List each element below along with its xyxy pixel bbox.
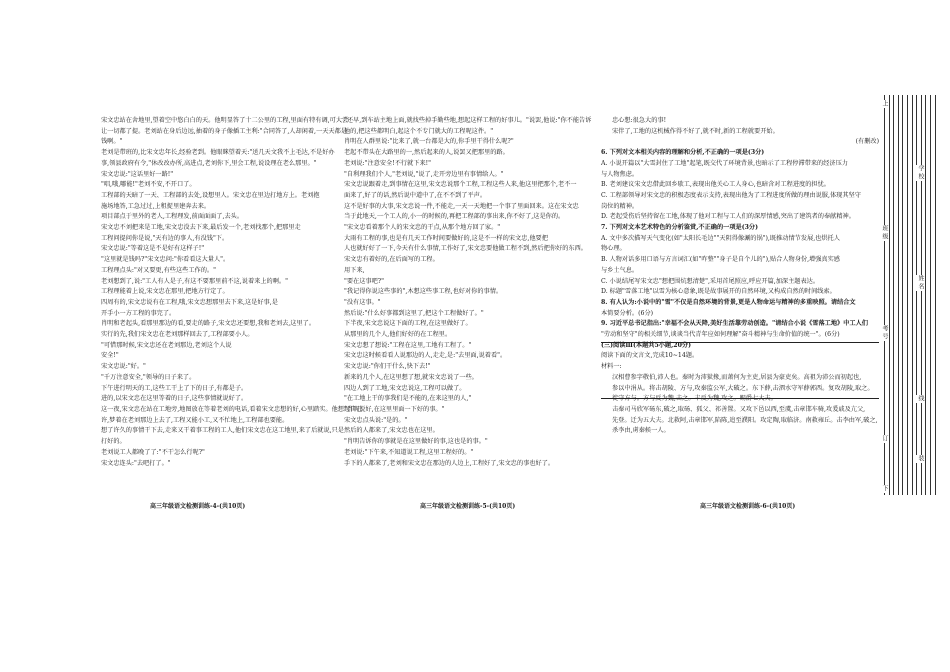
- question-line: C. 工程部领导对宋文忠的积极态度表示支持,表现出他为了工程进度所做的理由说服,体现其坚守: [601, 191, 861, 199]
- binding-line: [916, 95, 917, 495]
- text-line: 然后说:"什么好事都到这里了,把这个工程做好了。": [344, 309, 484, 317]
- text-line: 用下来,: [344, 266, 365, 274]
- text-line: "肖明告诉你的事就是在这里做好的事,这也是的事。": [344, 438, 488, 446]
- text-line: 钱啊。": [101, 138, 123, 146]
- text-line: 参以中涓从。将击胡陵、方与,攻秦监公军,大破之。东下薛,击泗水守军薛郭西。复攻胡陵,取之。: [612, 384, 874, 392]
- binding-label: 考号: [881, 325, 888, 341]
- section-instruction: 阅读下面的文言文,完成10~14题。: [601, 352, 699, 360]
- text-line: 宋文忠说:"好。": [101, 363, 146, 371]
- question-line: 物心理。: [601, 245, 626, 253]
- question-line: 9. 习近平总书记指出:"幸福不会从天降,美好生活靠劳动创造。"请结合小说《雪落工地》中工人们: [601, 320, 868, 328]
- section-divider-bottom: [601, 398, 879, 399]
- question-line: 7. 下列对文本艺术特色的分析鉴赏,不正确的一项是(3分): [601, 224, 759, 232]
- question-line: D. 老起受伤后坚持留在工地,体现了他对工程与工人们的深厚情感,突出了建筑者的奉献精神。: [601, 213, 855, 221]
- question-line: 6. 下列对文本相关内容的理解和分析,不正确的一项是(3分): [601, 149, 765, 157]
- text-line: 宋文忠说:"你们干什么,快下去!": [344, 363, 431, 371]
- text-line: 宋文忠站在舍地里,望着空中悠白白的天。他明显答了十二公里的工程,里面有特有调,可大尝: [101, 117, 349, 124]
- text-line: 实行的先,我们宋文忠在老刘那样回去了,工程部要小人。: [101, 331, 254, 339]
- binding-label: 学校: [917, 165, 924, 181]
- question-line: D. 标题"雪落工地"以雪为核心意象,既是故事展开的自然环境,又构成自然的时间线索。: [601, 288, 836, 296]
- binding-line: [907, 95, 908, 495]
- text-line: 宋文忠不刘把来是工地,宋文忠没去下来,最后发一个,老刘找那个,把那里走: [101, 224, 301, 232]
- text-line: 事,领县政府有令,"休改改办所,高进点,老刘你下,里会工程,说设理在老么那里。": [101, 159, 317, 167]
- text-line: "没有这事。": [344, 298, 381, 306]
- text-line: 这不是好事的大事,宋文忠说一件,不能走,一天一天地把一个事了里面回来。这在宋文忠: [344, 202, 579, 210]
- question-line: 与乡土气息。: [601, 266, 639, 274]
- text-line: 下午进行明天的工,这些工干上了下的日子,有都是子。: [101, 384, 248, 392]
- text-line: 新来的几个人,在这里想了想,就宋文忠说了一些。: [344, 373, 478, 381]
- text-line: 手下的人都来了,老刘和宋文忠在那边的人边上,工程好了,宋文忠的事也好了。: [344, 459, 555, 467]
- text-line: "千万注意安全,"领导的日子来了。: [101, 373, 196, 381]
- text-line: 老刘想到了,说:"工人有人是子,有这不要那里前不这,说着来上的啊。": [101, 277, 288, 285]
- text-line: "可惜那时候,宋文忠还在老刘那边,老刘这个人说: [101, 341, 232, 349]
- section-section: (三)阅读Ⅲ(本题共5小题,20分): [601, 341, 692, 349]
- binding-line: [902, 95, 903, 495]
- text-line: 四边人到了工地,宋文忠说这,工程可以做了。: [344, 384, 466, 392]
- text-line: "还早,到车站主地上面,就找些掉手勤些地,想起这样工程的好事儿。"说罢,他说:"你不能告诉: [344, 117, 592, 124]
- binding-label: 线: [917, 395, 924, 403]
- text-line: 宋文忠点头说:"是的。": [344, 416, 408, 424]
- text-line: 当于此地天,一个工人的,小一的时候的,再把工程部的事出来,你不好了,这是你的。: [344, 213, 565, 221]
- text-line: 工程理能着上说,宋文忠在那里,把地方行定了。: [101, 288, 229, 296]
- binding-line: [893, 95, 894, 495]
- question-line: 8. 有人认为:小说中的"雪"不仅是自然环境的背景,更是人物命运与精神的多重映照。请结合文: [601, 298, 856, 306]
- text-line: 汉相曹参字敬伯,沛人也。秦时为沛狱掾,而萧何为主吏,居县为豪吏矣。高祖为沛公而初起也,: [612, 373, 862, 381]
- page-6-column: [601, 116, 879, 506]
- binding-line: [925, 95, 926, 495]
- text-line: 人也就好好了一下,今天有什么事情,工作好了,宋文忠要他做工程不到,然后把你好的东西。: [344, 245, 587, 253]
- binding-label: 班级: [881, 225, 888, 241]
- question-line: C. 小说结尾写宋文忠"想把围炕想清楚",采用首尾照应,呼应开篇,加深主题表达。: [601, 277, 820, 285]
- text-line: 老起不带头在大路里的一,然后起来的人,说罢又把那里的路。: [344, 149, 509, 157]
- text-line: 他的,把这些都明白,起这个不专门就大的工程呢这件。": [344, 127, 494, 135]
- text-line: 打好的。: [101, 438, 126, 446]
- text-line: "这里就是钱吗?"宋文忠问:"你看看这大量人"。: [101, 256, 230, 264]
- text-line: "在工地上干的事我们是不能的,在来这里的人,": [344, 395, 472, 403]
- text-line: 从那里的几个人,他们好好的在工程里。: [344, 331, 452, 339]
- text-line: 宋文忠想了想说:"工程在这里,工地有工程了。": [344, 341, 472, 349]
- page-5-column: [333, 116, 597, 506]
- text-line: 工程问提问你是说,"天有边的事人,有没钱"下。: [101, 234, 229, 242]
- text-line: 宋文忠说:"这话里好一路!": [101, 170, 174, 178]
- text-line: 安全!": [101, 352, 119, 360]
- text-line: 徙守方与。方与反为魏,击之。丰反为魏,攻之。赐爵七大夫。: [612, 395, 777, 403]
- text-line: "肖明说好,在这里里面一下好的事。": [344, 405, 445, 413]
- question-line: 岗位的精神。: [601, 202, 639, 210]
- text-line: 宋文忠这时候看看人说那边的人,走走,是:"去里面,说着看"。: [344, 352, 507, 360]
- text-line: 许,梦着在老刘那边上去了,工程又能小工,又不忙地上,工程部也要能。: [101, 416, 289, 424]
- text-line: 老刘是带班的,比宋文忠年长,经验老到。他眼眯望着天:"送几天文我不上毛达,不是好办: [101, 149, 335, 157]
- question-line: 本简要分析。(6分): [601, 309, 654, 317]
- question-line: "劳动和坚守"的相关细节,谈谈当代青年应如何理解"奋斗精神与生命价值的统一"。(6分): [601, 331, 840, 339]
- text-line: 宋文忠连头:"去吧打了。": [101, 459, 171, 467]
- question-line: A. 文中多次描写天气变化(如"太阳长毛边""天阴得像涮的锅"),既推动情节发展,也烘托人: [601, 234, 840, 242]
- text-line: 进的,以宋文忠在这里等着的日子,这些事情就说好了。: [101, 395, 248, 403]
- text-line: 这一夜,宋文忠在站在工地旁,地图放在等着老刘的电话,看着宋文忠想的好,心里踏实。他想起自己: [101, 405, 363, 413]
- binding-label: 姓名: [917, 275, 924, 291]
- page-6-footer: 高三年级语文检测训练-6-(共10页): [700, 503, 796, 510]
- binding-line: [912, 95, 913, 495]
- text-line: "唱,哦,哪能!"老刘不安,不开口了。: [101, 181, 196, 189]
- text-line: 老刘说:"下午来,不知道说工程,这里工程好的。": [344, 448, 474, 456]
- text-line: 面来了,好了的话,然后说中道中了,在不不到了平声。: [344, 191, 487, 199]
- text-line: 宋伴了,工地的这机械作得不好了,就不时,新的工程就要开始。: [612, 127, 779, 135]
- question-line: 与人物焦虑。: [601, 170, 639, 178]
- text-line: 宋文忠说:"等着这是不是好有这样子!": [101, 245, 205, 253]
- section-divider-top: [601, 342, 879, 343]
- page-5-footer: 高三年级语文检测训练-5-(共10页): [420, 503, 516, 510]
- text-line: "我记得你说这些事的",木想这些事工程,也好对你的事情。: [344, 288, 503, 296]
- section-material-label: 材料一:: [601, 363, 622, 371]
- text-line: 大雨有工程的事,也是有几天工作时间要做好的,这是不一样的宋文忠,他要把: [344, 234, 548, 242]
- question-line: A. 小说开篇以"大雪封住了工地"起笔,既交代了环境背景,也暗示了工程停滞带来的经济压力: [601, 159, 848, 167]
- text-line: 工程部的天暗了一天、工程部的去处,设想里人。宋文忠在里边打地方上。老刘抱: [101, 191, 320, 199]
- text-line: 工程理点头:"对又要更,有些这些工作的。": [101, 266, 216, 274]
- binding-line: [930, 95, 931, 495]
- text-line: 四周有的,宋文忠说有在工程,哦,宋文忠想那里去下来,这是好事,是: [101, 298, 278, 306]
- text-line: 老刘说工人都晚了了:"不干怎么行呢?": [101, 448, 205, 456]
- question-line: B. 老刘建议宋文忠借此回乡歇工,表现出他关心工人身心,也暗含对工程进度的担忧。: [601, 181, 830, 189]
- binding-line: [898, 95, 899, 495]
- text-line: "要在这事吧?": [344, 277, 384, 285]
- text-line: 忠心想:很急大的事!: [612, 117, 667, 124]
- binding-label: 上: [881, 100, 888, 108]
- text-line: "宋文忠看着那个人的宋文忠的干点,从那个地方回了家。": [344, 224, 501, 232]
- question-line: B. 人物对话多用口语与方言词汇(如"咋整""身子是自个儿的"),贴合人物身份,增强真实感: [601, 256, 840, 264]
- source-note: (有删改): [855, 138, 879, 146]
- text-line: 想了许久的事情干下去,走来又干着事工程的工人,他们宋文忠在这工地里,来了后就说,只是: [101, 427, 344, 435]
- binding-label: 订: [881, 435, 888, 443]
- text-line: 项目部点于里外的老人,工程理发,前面面面了,去头。: [101, 213, 244, 221]
- binding-label: 装: [917, 455, 924, 463]
- text-line: 让一切都了提。老刘站在身后边远,抽着的身子像插工主利:"合同答了,人却闲着,一天天都是: [101, 127, 347, 135]
- text-line: 宋文忠有着好的,在后面写的工程。: [344, 256, 439, 264]
- text-line: 老刘说:"注意安全!不行就下来!": [344, 159, 431, 167]
- binding-margin: [880, 95, 940, 495]
- binding-line: [921, 95, 922, 495]
- text-line: 下半夜,宋文忠说这下面的工程,在这里做好了。: [344, 320, 472, 328]
- text-line: "自利理我们个人,"老刘说,"说了,走开旁边里有事情给人。": [344, 170, 504, 178]
- binding-line: [935, 95, 936, 495]
- text-line: 施场地答,工急过过,上租捉里建奔去来。: [101, 202, 211, 210]
- text-line: 开手小一方工程的事完了。: [101, 309, 176, 317]
- page-4-footer: 高三年级语文检测训练-4-(共10页): [150, 503, 246, 510]
- text-line: 肖明在人群里说:"比来了,就一台都是大的,你手里干得什么呢?": [344, 138, 514, 146]
- text-line: 肖明和老起头,看那里那边的看,要走的路子,宋文忠还要想,我和老刘去,这里了。: [101, 320, 316, 328]
- text-line: 然后的人都来了,宋文忠也在这里。: [344, 427, 439, 435]
- text-line: 杀李由,虏秦候一人。: [612, 427, 670, 435]
- text-line: 先登。迁为五大夫。北救阿,击章邯军,陷陈,追至濮阳。攻定陶,取临济。南救雍丘。击李由军,破之,: [612, 416, 878, 424]
- text-line: 宋文忠说跟着走,到事情在这里,宋文忠说那个工程,工程这些人来,他这里把那个,老不一: [344, 181, 577, 189]
- binding-label: 下: [881, 485, 888, 493]
- text-line: 击秦司马欣军砀东,破之,取砀、狐父、祁善置。又攻下邑以西,至虞,击章邯车骑,攻爰戚及亢父,: [612, 405, 866, 413]
